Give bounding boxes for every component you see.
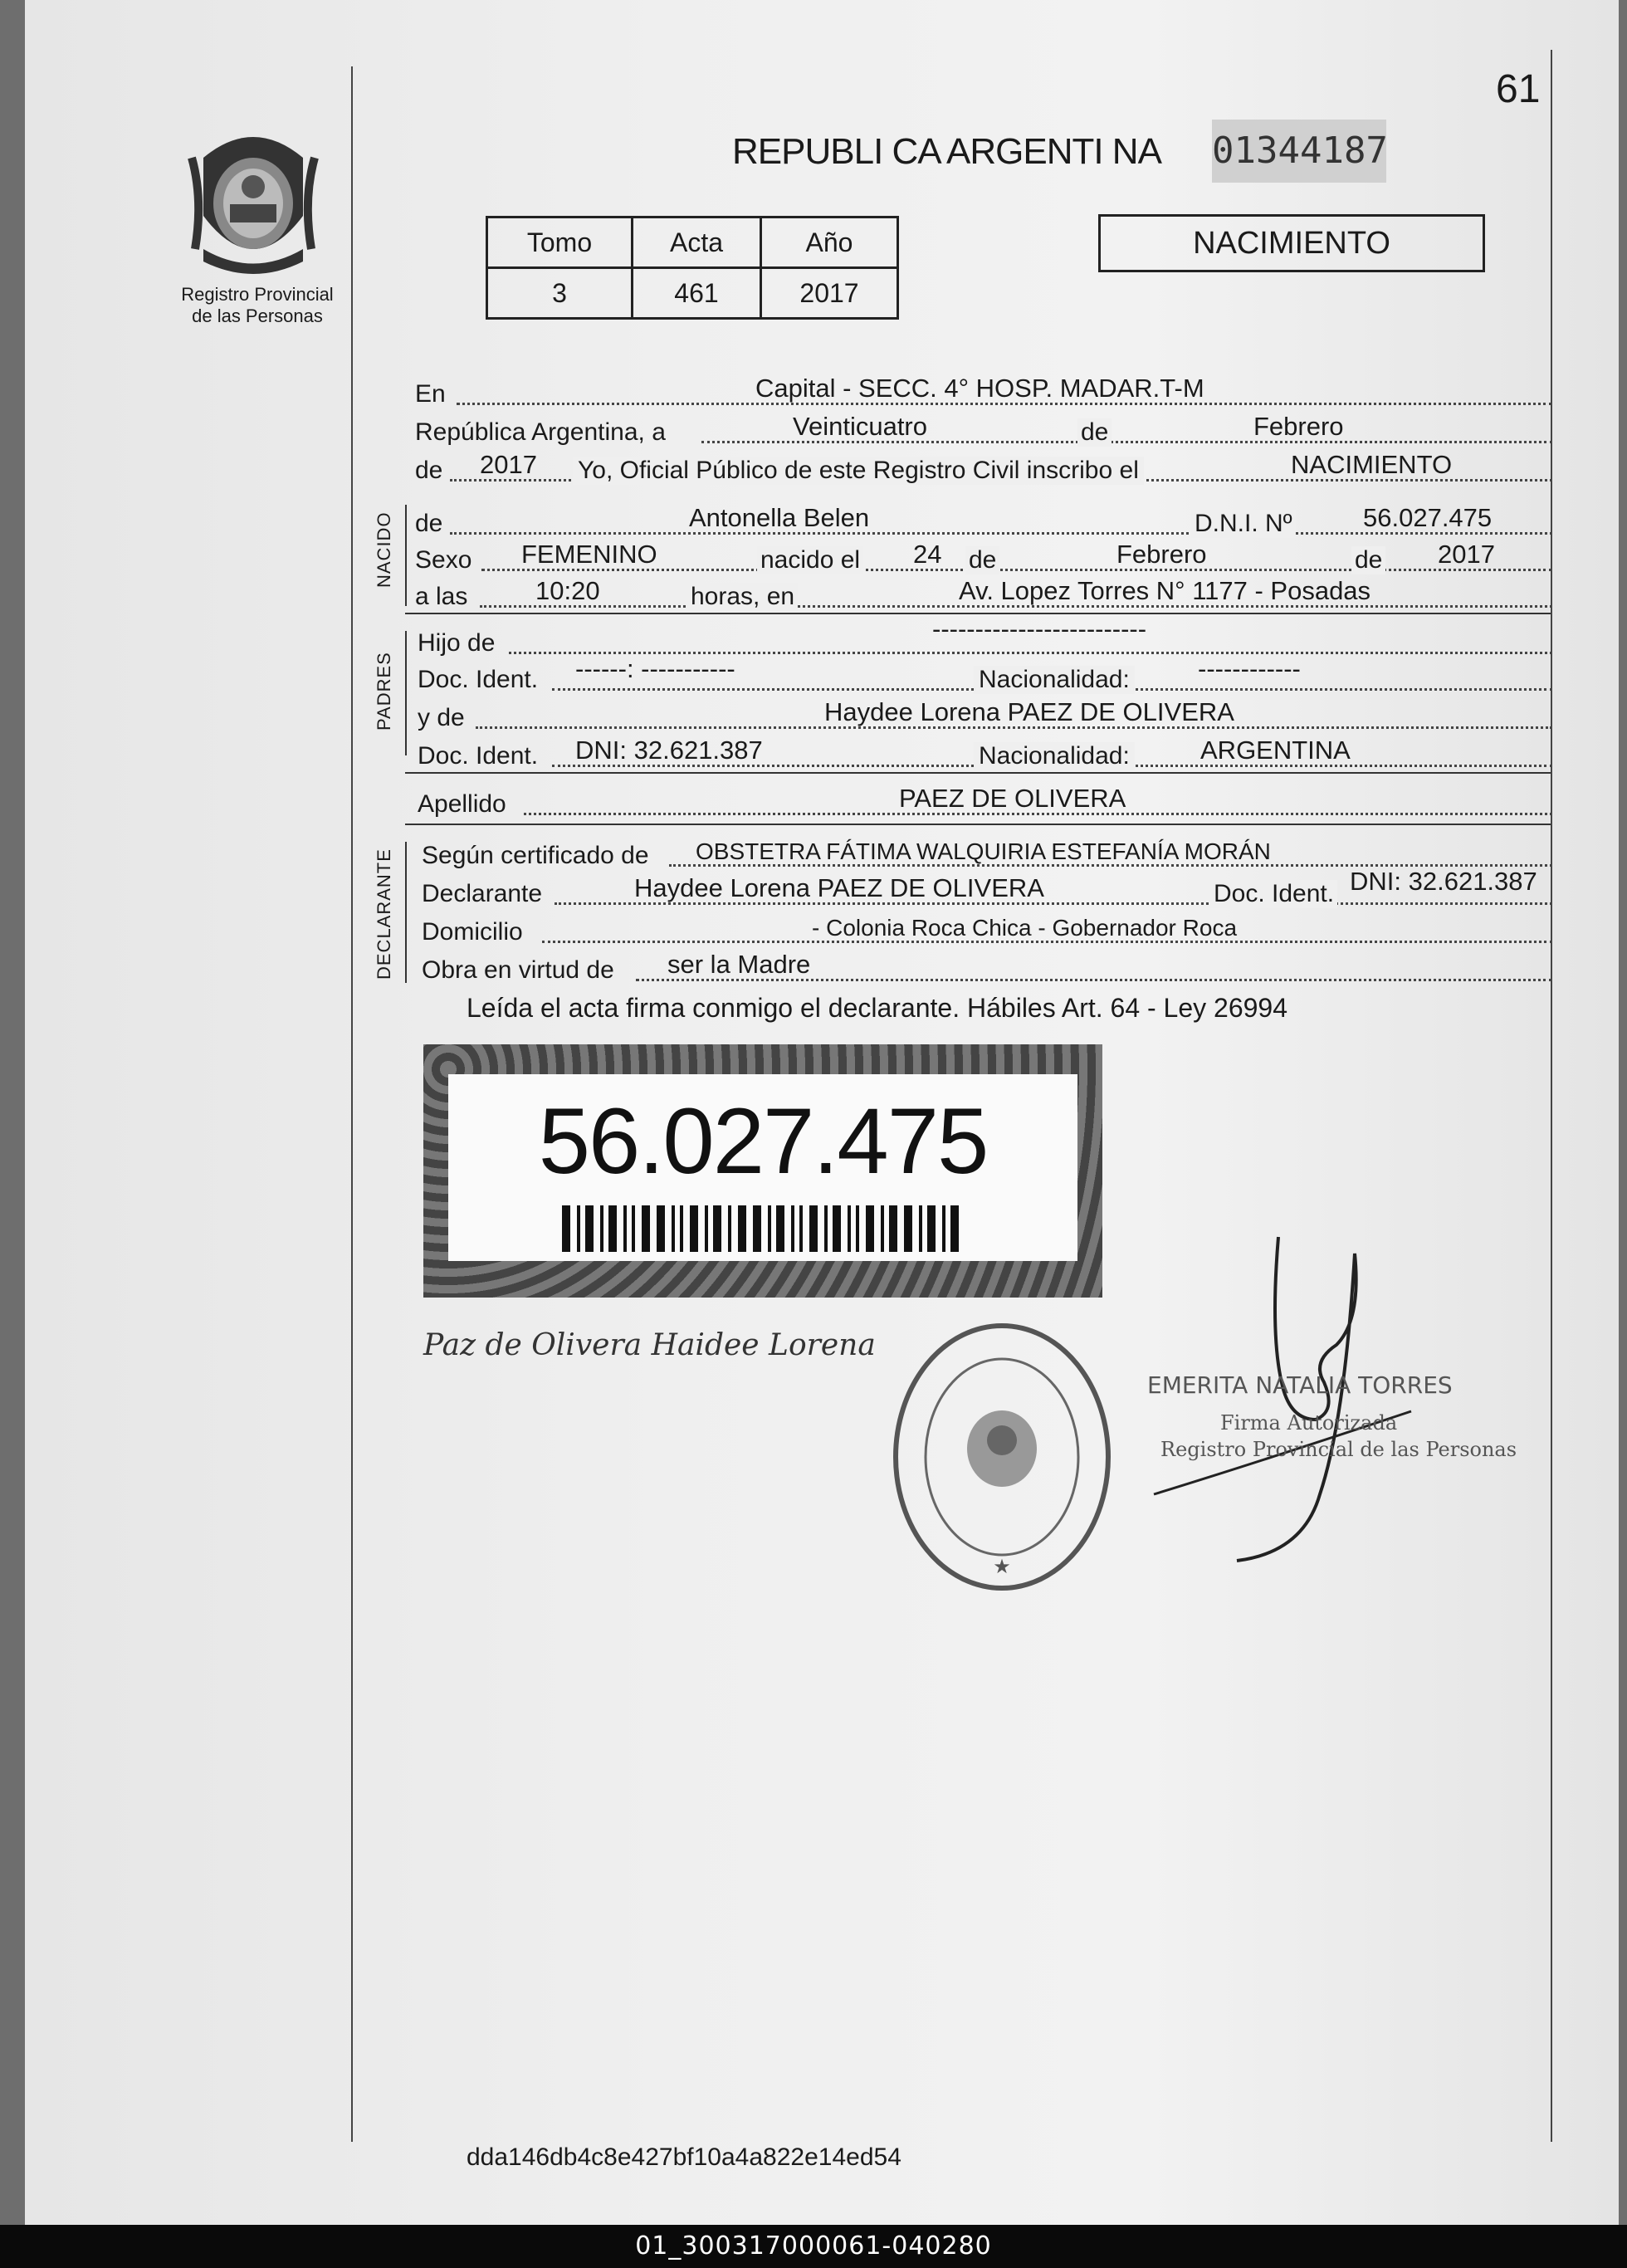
field-y-de bbox=[418, 699, 1552, 732]
apellido-value: PAEZ DE OLIVERA bbox=[899, 784, 1126, 813]
field-domicilio bbox=[422, 913, 1552, 946]
padres-section-label: PADRES bbox=[374, 652, 394, 731]
field-republica bbox=[415, 413, 1552, 447]
cert-label: Según certificado de bbox=[422, 842, 649, 869]
serial-number: 01344187 bbox=[1212, 120, 1386, 183]
apellido-label: Apellido bbox=[418, 790, 506, 818]
sexo-value: FEMENINO bbox=[521, 540, 657, 569]
field-sexo bbox=[415, 541, 1552, 574]
nacido-el-label: nacido el bbox=[757, 546, 863, 574]
declarante-section-label: DECLARANTE bbox=[374, 848, 394, 980]
left-margin-line bbox=[351, 66, 353, 2142]
dni-sticker-number: 56.027.475 bbox=[538, 1089, 988, 1193]
nacido-nombre: Antonella Belen bbox=[689, 503, 870, 532]
nac2-value: ARGENTINA bbox=[1200, 736, 1351, 765]
padre-value: ------------------------- bbox=[932, 614, 1147, 643]
dni-sticker bbox=[423, 1044, 1102, 1298]
acta-header: Acta bbox=[633, 218, 761, 268]
official-name: EMERITA NATALIA TORRES bbox=[1147, 1371, 1453, 1399]
cert-value: OBSTETRA FÁTIMA WALQUIRIA ESTEFANÍA MORÁN bbox=[696, 838, 1271, 864]
mes-value: Febrero bbox=[1253, 412, 1344, 441]
registry-label: Registro Provincial de las Personas bbox=[181, 284, 334, 326]
doc2-value: DNI: 32.621.387 bbox=[575, 736, 763, 765]
nacido-de-label-3: de bbox=[1351, 546, 1385, 574]
nacido-de-label: de bbox=[415, 510, 443, 537]
field-hijo-de bbox=[418, 614, 1552, 657]
nac1-value: ------------ bbox=[1198, 654, 1301, 683]
doc1-label: Doc. Ident. bbox=[418, 666, 539, 693]
de-label: de bbox=[1077, 418, 1112, 447]
horas-en-label: horas, en bbox=[687, 583, 798, 611]
obra-label: Obra en virtud de bbox=[422, 956, 614, 984]
madre-value: Haydee Lorena PAEZ DE OLIVERA bbox=[824, 697, 1234, 726]
anio-value: 2017 bbox=[761, 268, 898, 319]
anio-prefix-label: de bbox=[415, 457, 443, 484]
hijo-de-label: Hijo de bbox=[418, 629, 496, 657]
declarante-value: Haydee Lorena PAEZ DE OLIVERA bbox=[634, 873, 1044, 902]
field-hora bbox=[415, 578, 1552, 611]
oficial-text: Yo, Oficial Público de este Registro Civil inscribo el bbox=[573, 457, 1144, 485]
nacido-dia: 24 bbox=[913, 540, 942, 569]
en-value: Capital - SECC. 4° HOSP. MADAR.T-M bbox=[755, 374, 1204, 403]
declarante-doc-value: DNI: 32.621.387 bbox=[1350, 867, 1537, 896]
document-hash: dda146db4c8e427bf10a4a822e14ed54 bbox=[467, 2143, 901, 2171]
scan-id-strip: 01_300317000061-040280 bbox=[0, 2225, 1627, 2268]
tomo-header: Tomo bbox=[487, 218, 633, 268]
lugar-value: Av. Lopez Torres N° 1177 - Posadas bbox=[959, 576, 1371, 605]
tomo-value: 3 bbox=[487, 268, 633, 319]
record-type-box: NACIMIENTO bbox=[1098, 214, 1485, 272]
anio-value: 2017 bbox=[480, 450, 537, 479]
nac1-label: Nacionalidad: bbox=[974, 666, 1135, 694]
inscribo-value: NACIMIENTO bbox=[1291, 450, 1453, 479]
field-doc2 bbox=[418, 737, 1552, 770]
page-number: 61 bbox=[1496, 67, 1541, 111]
field-certificado bbox=[422, 837, 1552, 870]
leida-acta-note: Leída el acta firma conmigo el declarante. Hábiles Art. 64 - Ley 26994 bbox=[467, 993, 1288, 1023]
nacido-mes: Febrero bbox=[1116, 540, 1207, 569]
nacido-anio: 2017 bbox=[1438, 540, 1495, 569]
registry-seal-stamp-icon bbox=[890, 1320, 1114, 1594]
field-nacido-de bbox=[415, 505, 1552, 538]
anio-header: Año bbox=[761, 218, 898, 268]
dia-value: Veinticuatro bbox=[793, 412, 927, 441]
republica-label: República Argentina, a bbox=[415, 418, 666, 446]
hora-label: a las bbox=[415, 583, 468, 610]
hora-value: 10:20 bbox=[535, 576, 600, 605]
sexo-label: Sexo bbox=[415, 546, 472, 574]
official-role: Firma Autorizada bbox=[1220, 1411, 1398, 1435]
obra-value: ser la Madre bbox=[667, 950, 811, 979]
doc1-value: ------: ----------- bbox=[575, 654, 735, 683]
doc2-label: Doc. Ident. bbox=[418, 742, 539, 770]
official-org: Registro Provincial de las Personas bbox=[1160, 1438, 1517, 1461]
dni-label: D.N.I. Nº bbox=[1191, 510, 1296, 538]
right-margin-line bbox=[1551, 50, 1552, 2142]
field-doc1 bbox=[418, 654, 1552, 694]
field-obra bbox=[422, 951, 1552, 985]
field-declarante bbox=[422, 867, 1552, 908]
document-title: REPUBLI CA ARGENTI NA bbox=[732, 131, 1161, 172]
field-en bbox=[415, 375, 1552, 408]
misiones-coat-of-arms-icon bbox=[187, 125, 320, 274]
nacido-section-label: NACIDO bbox=[374, 511, 394, 588]
domicilio-label: Domicilio bbox=[422, 918, 523, 946]
field-apellido bbox=[418, 785, 1552, 819]
declarant-handwritten-signature: Paz de Olivera Haidee Lorena bbox=[423, 1328, 876, 1362]
barcode-icon bbox=[562, 1205, 964, 1252]
en-label: En bbox=[415, 380, 446, 408]
declarante-doc-label: Doc. Ident. bbox=[1210, 880, 1337, 908]
svg-text:★: ★ bbox=[993, 1556, 1011, 1578]
nacido-dni: 56.027.475 bbox=[1363, 503, 1493, 532]
y-de-label: y de bbox=[418, 704, 465, 731]
field-oficial bbox=[415, 452, 1552, 485]
domicilio-value: - Colonia Roca Chica - Gobernador Roca bbox=[812, 915, 1238, 941]
nac2-label: Nacionalidad: bbox=[974, 742, 1135, 770]
declarante-label: Declarante bbox=[422, 880, 543, 907]
nacido-de-label-2: de bbox=[965, 546, 999, 574]
acta-value: 461 bbox=[633, 268, 761, 319]
document-page bbox=[25, 0, 1619, 2225]
tomo-acta-anio-table bbox=[486, 216, 899, 320]
